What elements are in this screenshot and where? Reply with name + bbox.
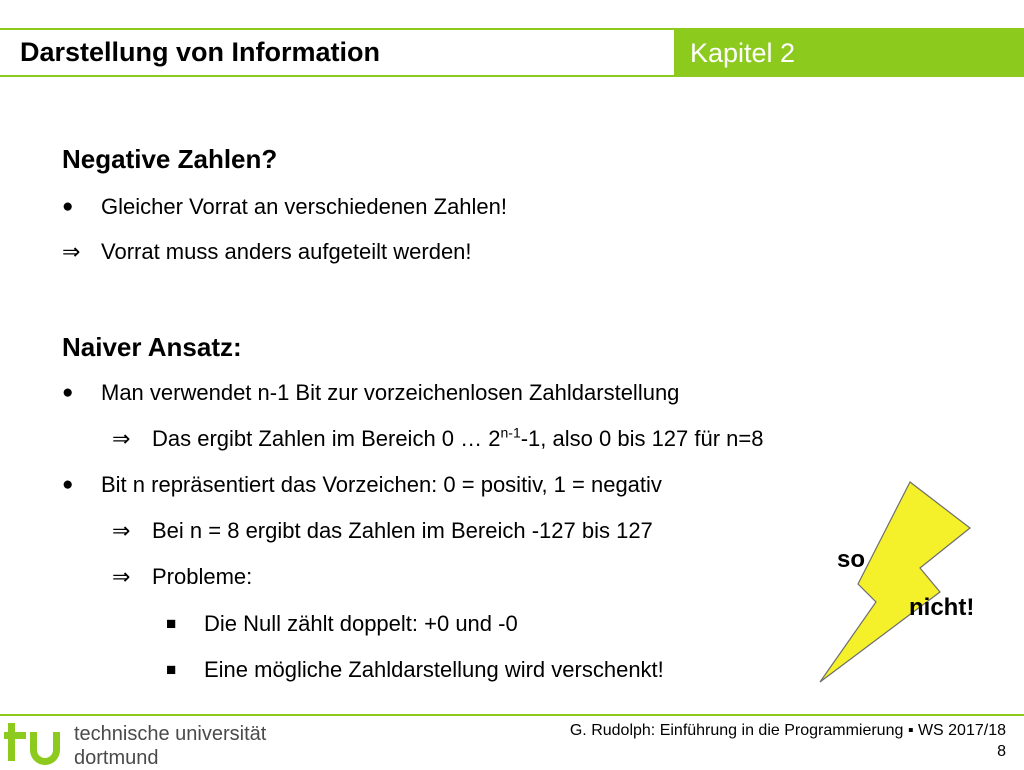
implication-text-range [152,425,764,453]
section-heading-negative: Negative Zahlen? [62,144,278,174]
implication-marker: ⇒ [62,239,81,264]
footer-citation: G. Rudolph: Einführung in die Programmierung ▪ WS 2017/18 [569,722,1006,739]
implication-marker: ⇒ [112,426,131,451]
footer-line [0,714,1024,716]
implication-text: Bei n = 8 ergibt das Zahlen im Bereich -127 bis 127 [152,518,653,543]
bullet-marker: ● [62,382,74,403]
bolt-label-nicht: nicht! [909,594,975,621]
bullet-text: Bit n repräsentiert das Vorzeichen: 0 = positiv, 1 = negativ [101,472,662,497]
lightning-bolt-icon [812,480,977,685]
implication-marker: ⇒ [112,564,131,589]
implication-text: Probleme: [152,564,253,589]
tu-logo-icon [4,719,68,765]
range-exponent: n-1 [500,424,521,441]
square-bullet-marker: ■ [166,614,177,633]
university-line2: dortmund [74,747,159,769]
slide-title: Darstellung von Information [20,37,381,67]
range-text-before: Das ergibt Zahlen im Bereich 0 … 2 [152,426,501,451]
problem-text: Die Null zählt doppelt: +0 und -0 [204,611,518,636]
lightning-bolt-shape [820,482,970,682]
bolt-label-so: so [837,546,866,573]
chapter-label: Kapitel 2 [690,38,796,68]
problem-text: Eine mögliche Zahldarstellung wird verschenkt! [204,657,664,682]
bullet-text: Gleicher Vorrat an verschiedenen Zahlen! [101,194,508,219]
square-bullet-marker: ■ [166,660,177,679]
bullet-marker: ● [62,196,74,217]
range-text-after: -1, also 0 bis 127 für n=8 [520,426,764,451]
implication-text: Vorrat muss anders aufgeteilt werden! [101,239,472,264]
university-line1: technische universität [74,723,267,745]
page-number: 8 [997,743,1006,760]
bullet-marker: ● [62,474,74,495]
chapter-badge [674,28,1024,77]
implication-marker: ⇒ [112,518,131,543]
university-name [74,722,266,770]
section-heading-naive: Naiver Ansatz: [62,332,242,362]
bullet-text: Man verwendet n-1 Bit zur vorzeichenlosen Zahldarstellung [101,380,680,405]
